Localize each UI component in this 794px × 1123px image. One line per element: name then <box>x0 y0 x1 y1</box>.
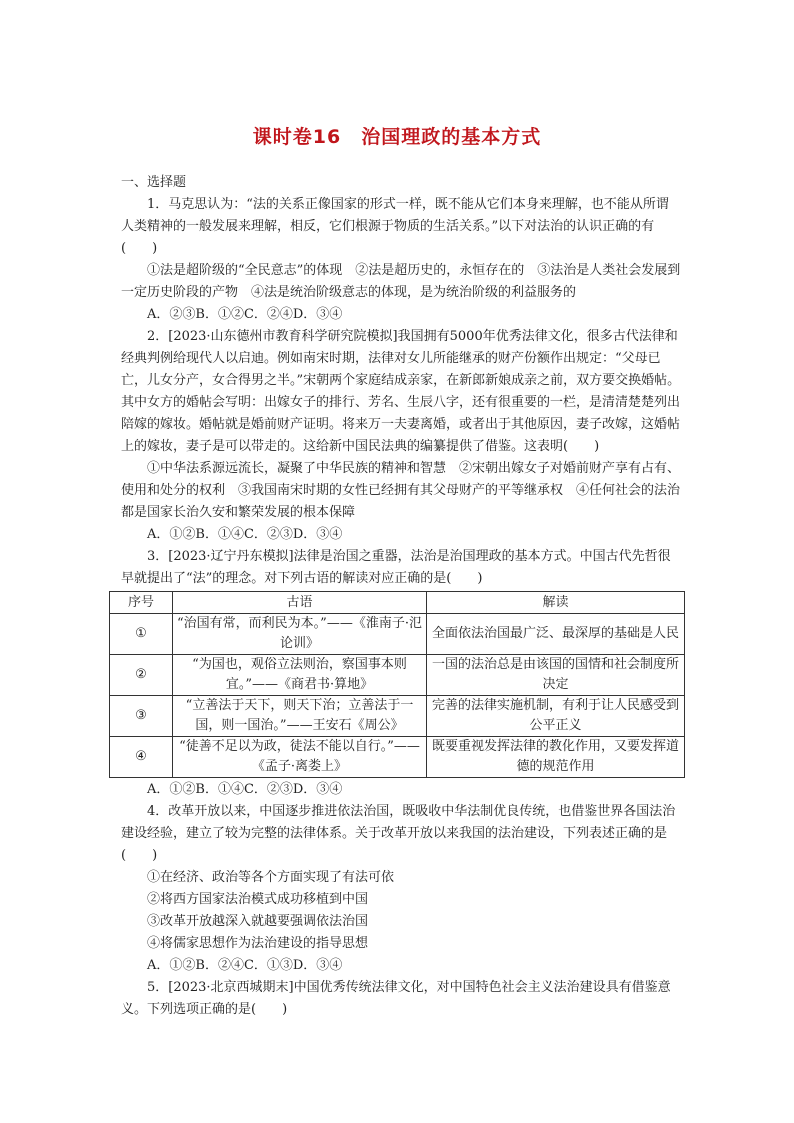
q4-item: ④将儒家思想作为法治建设的指导思想 <box>147 936 369 951</box>
q3-options: A．①②B．①④C．②③D．③④ <box>147 782 343 797</box>
header-quote: 古语 <box>173 592 427 614</box>
section-heading: 一、选择题 <box>121 175 187 190</box>
row-interpretation: 全面依法治国最广泛、最深厚的基础是人民 <box>427 614 685 655</box>
row-quote: “为国也，观俗立法则治，察国事本则宜。”——《商君书·算地》 <box>173 655 427 696</box>
header-number: 序号 <box>110 592 173 614</box>
q4-stem: 4．改革开放以来，中国逐步推进依法治国，既吸收中华法制优良传统，也借鉴世界各国法治建设经验，建立了较为完整的法律体系。关于改革开放以来我国的法治建设，下列表述正确的是( ) <box>121 804 676 863</box>
row-quote: “立善法于天下，则天下治；立善法于一国，则一国治。”——王安石《周公》 <box>173 696 427 737</box>
table-header-row <box>110 592 685 614</box>
row-number: ① <box>110 614 173 655</box>
question-content <box>121 172 681 1021</box>
table-row <box>110 614 685 655</box>
row-interpretation: 既要重视发挥法律的教化作用，又要发挥道德的规范作用 <box>427 737 685 778</box>
q4-item: ②将西方国家法治模式成功移植到中国 <box>147 892 369 907</box>
row-quote: “徒善不足以为政，徒法不能以自行。”——《孟子·离娄上》 <box>173 737 427 778</box>
q1-statements: ①法是超阶级的“全民意志”的体现 ②法是超历史的，永恒存在的 ③法治是人类社会发展到一定历史阶段的产物 ④法是统治阶级意志的体现，是为统治阶级的利益服务的 <box>121 263 681 300</box>
q4-options: A．①②B．②④C．①③D．③④ <box>147 958 343 973</box>
page-title: 课时卷16 治国理政的基本方式 <box>252 126 542 148</box>
header-interpretation: 解读 <box>427 592 685 614</box>
q2-options: A．①②B．①④C．②③D．③④ <box>147 527 343 542</box>
row-number: ② <box>110 655 173 696</box>
q5-stem: 5．[2023·北京西城期末]中国优秀传统法律文化，对中国特色社会主义法治建设具有借鉴意义。下列选项正确的是( ) <box>121 980 671 1017</box>
q2-stem: 2．[2023·山东德州市教育科学研究院模拟]我国拥有5000年优秀法律文化，很多古代法律和经典判例给现代人以启迪。例如南宋时期，法律对女儿所能继承的财产份额作出规定：“父母已亡，儿女分产，女合得男之半。”宋朝两个家庭结成亲家，在新郎新娘成亲之前，双方要交换婚帖。其中女方的婚帖会写明：出嫁女子的排行、芳名、生辰八字，还有很重要的一栏，是清清楚楚列出陪嫁的嫁妆。婚帖就是婚前财产证明。将来万一夫妻离婚，或者出于其他原因，妻子改嫁，这婚帖上的嫁妆，妻子是可以带走的。这给新中国民法典的编纂提供了借鉴。这表明( ) <box>121 329 681 454</box>
row-number: ③ <box>110 696 173 737</box>
row-number: ④ <box>110 737 173 778</box>
q4-item: ③改革开放越深入就越要强调依法治国 <box>147 914 369 929</box>
row-quote: “治国有常，而利民为本。”——《淮南子·氾论训》 <box>173 614 427 655</box>
q3-stem: 3．[2023·辽宁丹东模拟]法律是治国之重器，法治是治国理政的基本方式。中国古代先哲很早就提出了“法”的理念。对下列古语的解读对应正确的是( ) <box>121 549 671 586</box>
q2-statements: ①中华法系源远流长，凝聚了中华民族的精神和智慧 ②宋朝出嫁女子对婚前财产享有占有、使用和处分的权利 ③我国南宋时期的女性已经拥有其父母财产的平等继承权 ④任何社会的法治都是国家长治久安和繁荣发展的根本保障 <box>121 461 681 520</box>
table-row <box>110 696 685 737</box>
q1-options: A．②③B．①②C．②④D．③④ <box>147 307 343 322</box>
row-interpretation: 一国的法治总是由该国的国情和社会制度所决定 <box>427 655 685 696</box>
table-row <box>110 737 685 778</box>
q1-stem: 1．马克思认为：“法的关系正像国家的形式一样，既不能从它们本身来理解，也不能从所谓人类精神的一般发展来理解，相反，它们根源于物质的生活关系。”以下对法治的认识正确的有( ) <box>121 197 669 256</box>
row-interpretation: 完善的法律实施机制，有利于让人民感受到公平正义 <box>427 696 685 737</box>
table-row <box>110 655 685 696</box>
q3-table <box>109 591 685 778</box>
q4-item: ①在经济、政治等各个方面实现了有法可依 <box>147 870 395 885</box>
